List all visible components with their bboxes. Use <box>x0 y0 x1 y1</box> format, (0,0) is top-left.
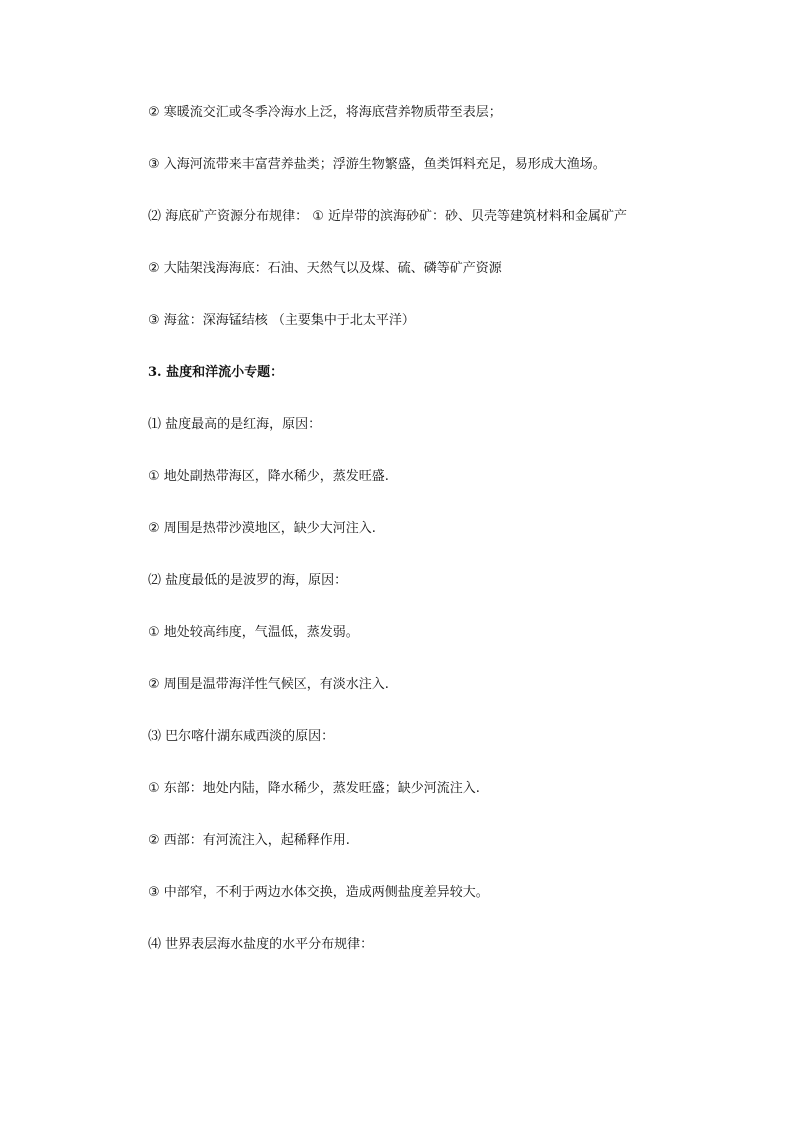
text-line-balkhash: ⑶ 巴尔喀什湖东咸西淡的原因： <box>148 729 335 744</box>
text-line-balkhash-east: ① 东部：地处内陆，降水稀少，蒸发旺盛；缺少河流注入. <box>148 781 480 796</box>
text-line-red-sea-reason-1: ① 地处副热带海区，降水稀少，蒸发旺盛. <box>148 469 389 484</box>
text-line-red-sea: ⑴ 盐度最高的是红海，原因： <box>148 417 322 432</box>
text-line-balkhash-west: ② 西部：有河流注入，起稀释作用. <box>148 833 350 848</box>
text-line-seabed-minerals: ⑵ 海底矿产资源分布规律： ① 近岸带的滨海砂矿：砂、贝壳等建筑材料和金属矿产 <box>148 209 628 224</box>
text-line-baltic-reason-1: ① 地处较高纬度，气温低，蒸发弱。 <box>148 625 359 640</box>
section-heading-salinity-currents: 3. 盐度和洋流小专题： <box>148 365 284 380</box>
text-line-red-sea-reason-2: ② 周围是热带沙漠地区，缺少大河注入. <box>148 521 376 536</box>
text-line-ocean-basin: ③ 海盆：深海锰结核 （主要集中于北太平洋） <box>148 313 415 328</box>
text-line-baltic-sea: ⑵ 盐度最低的是波罗的海，原因： <box>148 573 348 588</box>
text-line-river-nutrients: ③ 入海河流带来丰富营养盐类；浮游生物繁盛，鱼类饵料充足，易形成大渔场。 <box>148 157 606 172</box>
text-line-salinity-distribution: ⑷ 世界表层海水盐度的水平分布规律： <box>148 937 374 952</box>
text-line-nutrients-upwelling: ② 寒暖流交汇或冬季冷海水上泛，将海底营养物质带至表层； <box>148 105 502 120</box>
text-line-continental-shelf: ② 大陆架浅海海底：石油、天然气以及煤、硫、磷等矿产资源 <box>148 261 502 276</box>
text-line-balkhash-middle: ③ 中部窄，不利于两边水体交换，造成两侧盐度差异较大。 <box>148 885 489 900</box>
text-line-baltic-reason-2: ② 周围是温带海洋性气候区，有淡水注入. <box>148 677 389 692</box>
